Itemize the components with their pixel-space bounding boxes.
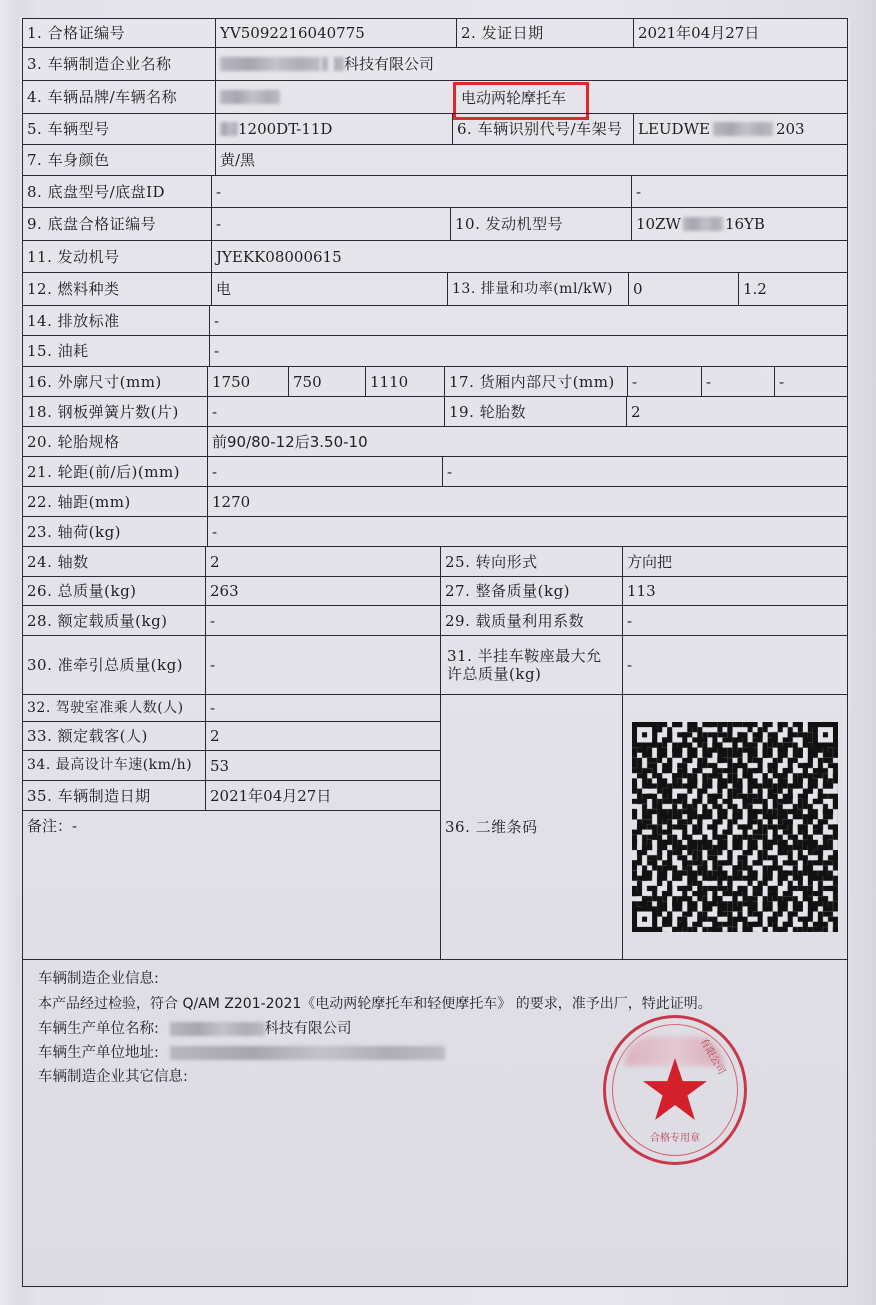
label-text: 19. 轮胎数 [449, 402, 527, 421]
value-body-color [215, 144, 848, 176]
label-rated-passengers [22, 721, 206, 751]
value-text: LEUDWE [638, 120, 710, 138]
label-text: 11. 发动机号 [27, 247, 120, 266]
value-text: - [216, 182, 222, 201]
producer-name-value: 科技有限公司 [264, 1021, 352, 1037]
seal-arc-text: 有限公司 [697, 1036, 728, 1077]
value-text: - [210, 699, 216, 717]
value-text: - [214, 311, 220, 330]
value-max-speed [205, 750, 441, 781]
value-text: 2021年04月27日 [210, 786, 332, 805]
label-tire-spec [22, 426, 208, 457]
label-engine-model [450, 207, 632, 241]
value-text: 16YB [724, 215, 765, 233]
value-text: - [636, 182, 642, 201]
label-text: 27. 整备质量(kg) [445, 582, 571, 600]
label-wheelbase [22, 486, 208, 517]
label-text: 32. 驾驶室准乘人数(人) [27, 699, 184, 716]
value-engine-model [631, 207, 848, 241]
label-text: 18. 钢板弹簧片数(片) [27, 402, 179, 421]
label-towing-mass [22, 635, 206, 695]
value-certificate-number [215, 18, 457, 48]
manufacturer-info-heading: 车辆制造企业信息: [38, 971, 159, 987]
label-text: 8. 底盘型号/底盘ID [27, 182, 166, 201]
redacted-block [334, 57, 344, 71]
label-text: 33. 额定载客(人) [27, 727, 148, 745]
label-chassis-cert-number [22, 207, 212, 241]
value-overall-width [288, 366, 366, 397]
label-manufacture-date [22, 780, 206, 811]
value-text: - [214, 342, 220, 360]
value-text: 113 [627, 582, 656, 600]
label-max-speed [22, 750, 206, 781]
label-issue-date [456, 18, 634, 48]
value-wheelbase [207, 486, 848, 517]
label-axle-load [22, 516, 208, 547]
label-text: 1. 合格证编号 [27, 24, 126, 42]
label-text: 30. 准牵引总质量(kg) [27, 656, 184, 674]
value-text: - [627, 656, 633, 674]
redacted-block [322, 57, 328, 71]
label-rated-load-mass [22, 605, 206, 636]
label-load-utilization [440, 605, 623, 636]
value-text: 750 [293, 372, 322, 391]
value-text: 2 [210, 552, 220, 571]
value-vin [633, 113, 848, 145]
value-gross-mass [205, 576, 441, 606]
value-fuel-consumption [209, 335, 848, 367]
label-gross-mass [22, 576, 206, 606]
label-text: 5. 车辆型号 [27, 120, 110, 138]
value-axle-count [205, 546, 441, 577]
label-text: 36. 二维条码 [445, 818, 538, 836]
value-text: YV5092216040775 [220, 24, 365, 42]
label-track-width [22, 456, 208, 487]
value-cargo-length [627, 366, 702, 397]
value-text: 263 [210, 582, 239, 600]
label-text: 22. 轴距(mm) [27, 492, 131, 511]
label-body-color [22, 144, 216, 176]
value-text: 前90/80-12后3.50-10 [212, 432, 368, 451]
label-leaf-spring-count [22, 396, 208, 427]
value-text: - [212, 402, 218, 421]
label-text: 25. 转向形式 [445, 552, 538, 571]
value-text: 53 [210, 756, 230, 775]
value-rated-passengers [205, 721, 441, 751]
value-tire-count [626, 396, 848, 427]
label-text: 16. 外廓尺寸(mm) [27, 372, 162, 391]
label-engine-number [22, 240, 212, 273]
value-emission-standard [209, 305, 848, 336]
label-emission-standard [22, 305, 210, 336]
label-text: 28. 额定载质量(kg) [27, 611, 168, 630]
value-text: - [210, 656, 216, 674]
redacted-block [220, 90, 280, 104]
value-text: - [216, 215, 222, 233]
value-overall-height [365, 366, 445, 397]
value-manufacturer-name [215, 47, 848, 81]
value-text: 2021年04月27日 [638, 24, 760, 42]
value-curb-mass [622, 576, 848, 606]
label-cargo-dimensions [444, 366, 628, 397]
value-text: 0 [633, 280, 643, 298]
producer-name-row [38, 1017, 352, 1038]
label-vin [452, 113, 634, 145]
label-certificate-number [22, 18, 216, 48]
label-text: 10. 发动机型号 [455, 215, 564, 233]
value-text: 1270 [212, 492, 251, 511]
value-text: 1110 [370, 372, 409, 391]
vehicle-name-text: 电动两轮摩托车 [461, 89, 567, 107]
label-fuel-consumption [22, 335, 210, 367]
other-info-label: 车辆制造企业其它信息: [38, 1069, 188, 1085]
redacted-block [683, 217, 723, 231]
value-manufacture-date [205, 780, 441, 811]
value-chassis-model [211, 175, 632, 208]
seal-text: 合格专用章 [650, 1133, 700, 1144]
value-chassis-cert-number [211, 207, 451, 241]
remarks-label: 备注： [27, 817, 73, 835]
value-text: 方向把 [627, 552, 673, 571]
value-fuel-type [211, 272, 448, 306]
label-text: 21. 轮距(前/后)(mm) [27, 462, 181, 481]
value-displacement [628, 272, 739, 306]
value-text: 1750 [212, 372, 251, 391]
label-vehicle-model [22, 113, 216, 145]
value-cab-occupants [205, 694, 441, 722]
redacted-block [220, 57, 320, 71]
label-cab-occupants [22, 694, 206, 722]
value-track-rear [442, 456, 848, 487]
value-text: - [627, 611, 633, 630]
label-displacement-power [447, 272, 629, 306]
label-curb-mass [440, 576, 623, 606]
label-text: 3. 车辆制造企业名称 [27, 55, 172, 73]
value-text: 黄/黑 [220, 151, 256, 169]
remarks-value: - [72, 817, 78, 835]
value-text: - [212, 522, 218, 541]
label-text: 6. 车辆识别代号/车架号 [457, 120, 623, 138]
value-load-utilization [622, 605, 848, 636]
label-axle-count [22, 546, 206, 577]
value-text: JYEKK08000615 [216, 247, 342, 266]
producer-name-label: 车辆生产单位名称: [38, 1021, 159, 1037]
value-text: - [779, 372, 785, 391]
label-manufacturer-name [22, 47, 216, 81]
value-text: 科技有限公司 [344, 55, 435, 73]
value-issue-date [633, 18, 848, 48]
label-text: 17. 货厢内部尺寸(mm) [449, 372, 615, 391]
label-text: 23. 轴荷(kg) [27, 522, 122, 541]
value-cargo-width [701, 366, 775, 397]
redacted-block [170, 1022, 265, 1036]
label-text: 26. 总质量(kg) [27, 582, 137, 600]
value-axle-load [207, 516, 848, 547]
label-text: 13. 排量和功率(ml/kW) [452, 280, 613, 297]
label-text: 14. 排放标准 [27, 311, 120, 330]
label-text: 9. 底盘合格证编号 [27, 215, 157, 233]
label-chassis-model [22, 175, 212, 208]
producer-address-row [38, 1041, 445, 1062]
label-text: 7. 车身颜色 [27, 151, 110, 169]
producer-address-label: 车辆生产单位地址: [38, 1045, 159, 1061]
label-overall-dimensions [22, 366, 208, 397]
redacted-block [170, 1046, 445, 1060]
value-tire-spec [207, 426, 848, 457]
remarks-cell [22, 810, 441, 960]
value-towing-mass [205, 635, 441, 695]
label-text: 20. 轮胎规格 [27, 432, 120, 451]
value-track-front [207, 456, 443, 487]
redacted-block [220, 122, 238, 136]
compliance-statement: 本产品经过检验，符合 Q/AM Z201-2021《电动两轮摩托车和轻便摩托车》 的要求，准予出厂，特此证明。 [38, 996, 712, 1012]
label-text: 24. 轴数 [27, 552, 89, 571]
label-steering-type [440, 546, 623, 577]
qr-code-icon [632, 722, 838, 932]
value-text: 1.2 [743, 280, 767, 298]
label-fuel-type [22, 272, 212, 306]
label-text: 31. 半挂车鞍座最大允许总质量(kg) [447, 647, 602, 683]
label-text: 4. 车辆品牌/车辆名称 [27, 88, 178, 106]
value-text: 1200DT-11D [238, 120, 333, 138]
value-engine-number [211, 240, 848, 273]
label-text: 12. 燃料种类 [27, 280, 120, 298]
label-text: 15. 油耗 [27, 342, 89, 360]
label-brand-name [22, 80, 216, 114]
value-overall-length [207, 366, 289, 397]
value-chassis-id [631, 175, 848, 208]
value-cargo-height [774, 366, 848, 397]
value-text: 203 [775, 120, 805, 138]
value-steering-type [622, 546, 848, 577]
value-vehicle-model [215, 113, 453, 145]
value-text: - [632, 372, 638, 391]
value-text: 电 [216, 280, 232, 298]
value-power [738, 272, 848, 306]
value-leaf-spring-count [207, 396, 445, 427]
value-rated-load-mass [205, 605, 441, 636]
official-seal [603, 1015, 747, 1165]
label-text: 2. 发证日期 [461, 24, 544, 42]
label-text: 29. 载质量利用系数 [445, 611, 585, 630]
redacted-block [713, 122, 773, 136]
label-tire-count [444, 396, 627, 427]
label-saddle-max-mass [440, 635, 623, 695]
value-text: 2 [210, 727, 220, 745]
value-text: - [447, 462, 453, 481]
value-text: - [212, 462, 218, 481]
label-qr-code [440, 694, 623, 960]
label-text: 35. 车辆制造日期 [27, 786, 151, 805]
value-text: 10ZW [636, 215, 681, 233]
label-text: 34. 最高设计车速(km/h) [27, 757, 193, 774]
value-saddle-max-mass [622, 635, 848, 695]
value-text: 2 [631, 402, 641, 421]
value-text: - [210, 611, 216, 630]
star-icon [642, 1058, 708, 1120]
value-text: - [706, 372, 712, 391]
